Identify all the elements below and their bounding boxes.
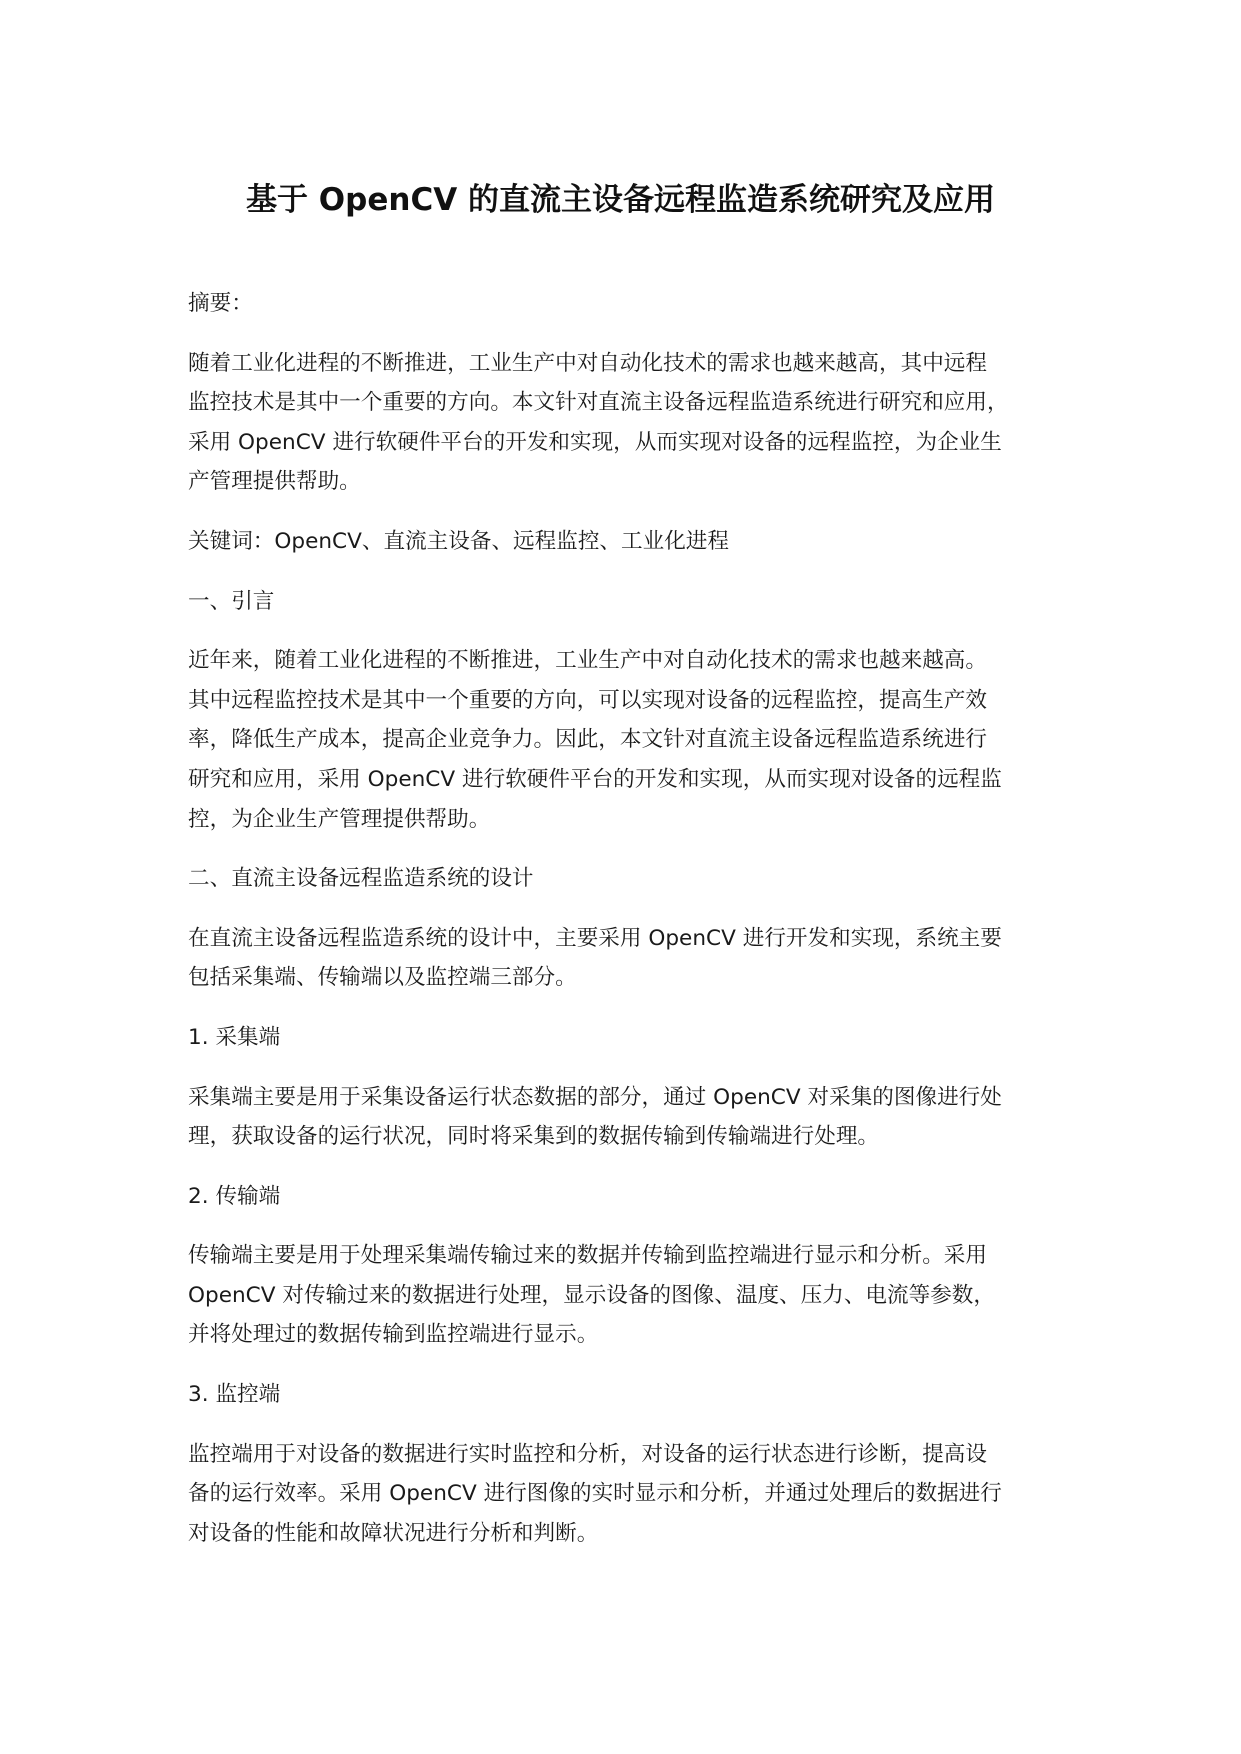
monitoring-line: 对设备的性能和故障状况进行分析和判断。 <box>188 1520 599 1546</box>
introduction-line: 研究和应用，采用 OpenCV 进行软硬件平台的开发和实现，从而实现对设备的远程监 <box>188 766 1002 792</box>
abstract-line: 采用 OpenCV 进行软硬件平台的开发和实现，从而实现对设备的远程监控，为企业生 <box>188 429 1002 455</box>
design-line: 包括采集端、传输端以及监控端三部分。 <box>188 965 577 991</box>
introduction-line: 其中远程监控技术是其中一个重要的方向，可以实现对设备的远程监控，提高生产效 <box>188 687 987 713</box>
introduction-line: 近年来，随着工业化进程的不断推进，工业生产中对自动化技术的需求也越来越高。 <box>188 648 987 674</box>
monitoring-line: 监控端用于对设备的数据进行实时监控和分析，对设备的运行状态进行诊断，提高设 <box>188 1441 987 1467</box>
acquisition-line: 理，获取设备的运行状况，同时将采集到的数据传输到传输端进行处理。 <box>188 1124 880 1150</box>
transmission-line: 并将处理过的数据传输到监控端进行显示。 <box>188 1322 599 1348</box>
subsection-heading-transmission: 2. 传输端 <box>188 1183 281 1209</box>
keywords-line: 关键词：OpenCV、直流主设备、远程监控、工业化进程 <box>188 528 729 554</box>
introduction-line: 控，为企业生产管理提供帮助。 <box>188 806 491 832</box>
subsection-heading-acquisition: 1. 采集端 <box>188 1024 281 1050</box>
section-heading-design: 二、直流主设备远程监造系统的设计 <box>188 866 534 892</box>
introduction-paragraph <box>188 641 1068 839</box>
acquisition-paragraph <box>188 1078 1068 1157</box>
document-body <box>188 284 1068 1553</box>
abstract-line: 产管理提供帮助。 <box>188 469 361 495</box>
transmission-line: OpenCV 对传输过来的数据进行处理，显示设备的图像、温度、压力、电流等参数， <box>188 1282 995 1308</box>
design-line: 在直流主设备远程监造系统的设计中，主要采用 OpenCV 进行开发和实现，系统主要 <box>188 925 1002 951</box>
abstract-label: 摘要： <box>188 291 253 316</box>
design-paragraph <box>188 919 1068 998</box>
document-title: 基于 OpenCV 的直流主设备远程监造系统研究及应用 <box>246 182 995 218</box>
monitoring-paragraph <box>188 1435 1068 1554</box>
acquisition-line: 采集端主要是用于采集设备运行状态数据的部分，通过 OpenCV 对采集的图像进行处 <box>188 1084 1002 1110</box>
subsection-heading-monitoring: 3. 监控端 <box>188 1382 281 1408</box>
transmission-line: 传输端主要是用于处理采集端传输过来的数据并传输到监控端进行显示和分析。采用 <box>188 1243 987 1269</box>
introduction-line: 率，降低生产成本，提高企业竞争力。因此，本文针对直流主设备远程监造系统进行 <box>188 727 987 753</box>
abstract-line: 随着工业化进程的不断推进，工业生产中对自动化技术的需求也越来越高，其中远程 <box>188 350 987 376</box>
abstract-line: 监控技术是其中一个重要的方向。本文针对直流主设备远程监造系统进行研究和应用， <box>188 390 1009 416</box>
transmission-paragraph <box>188 1236 1068 1355</box>
section-heading-introduction: 一、引言 <box>188 588 275 614</box>
monitoring-line: 备的运行效率。采用 OpenCV 进行图像的实时显示和分析，并通过处理后的数据进行 <box>188 1481 1002 1507</box>
abstract-paragraph <box>188 344 1068 502</box>
